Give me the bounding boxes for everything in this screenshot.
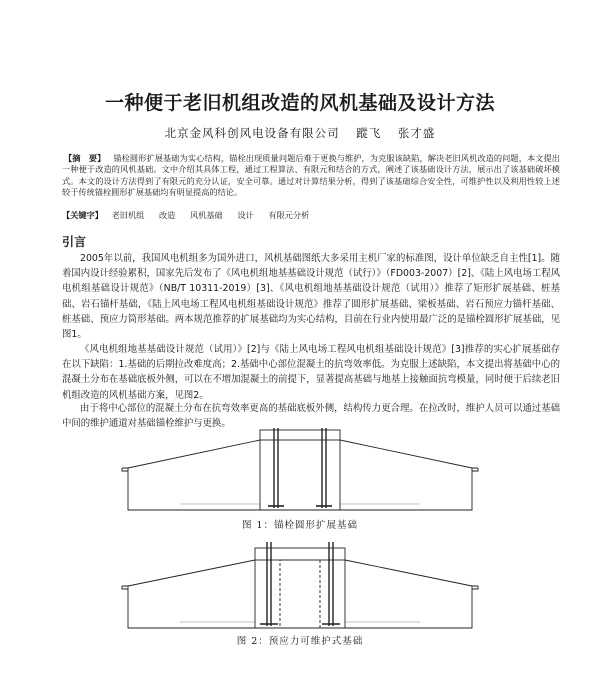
keyword: 风机基础 — [189, 210, 223, 220]
figure-1-drawing — [120, 428, 480, 512]
keywords-label: 【关键字】 — [62, 210, 103, 220]
figure-1-caption: 图 1：锚栓圆形扩展基础 — [241, 520, 359, 531]
abstract — [62, 153, 560, 199]
keyword: 设计 — [237, 210, 254, 220]
abstract-text: 锚栓圆形扩展基础为实心结构，锚栓出现质量问题后难于更换与维护，为克服该缺陷，解决老旧风机改造的问题，本文提出一种便于改造的风机基础。文中介绍其具体工程，通过工程算法、有限元和结合的方式，阐述了该基础设计方法，展示出了该基础破坏模式。本文的设计方法得到了有限元的充分认证，安全可靠。通过对计算结果分析，得到了该基础综合安全性，可维护性以及利用性较上述较于传统锚栓圆形扩展基础均有明显提高的结论。 — [62, 153, 560, 198]
intro-paragraph-1: 2005年以前，我国风电机组多为国外进口，风机基础图纸大多采用主机厂家的标准图，设计单位缺乏自主性[1]。随着国内设计经验累积，国家先后发布了《风电机组地基基础设计规范（试行）》（FD003-2007）[2]、《陆上风电场工程风电机组基础设计规范》（NB/T 10311-2019）[3]、《风电机组地基基础设计规范（试用）》推荐了矩形扩展基础、桩基础、岩石锚杆基础，《陆上风电场工程风电机组基础设计规范》推荐了圆形扩展基础、梁板基础、岩石预应力锚杆基础、桩基础、预应力筒形基础。两本规范推荐的扩展基础均为实心结构，目前在行业内使用最广泛的是锚栓圆形扩展基础，见图1。 — [62, 253, 560, 341]
intro-paragraph-2: 《风电机组地基基础设计规范（试用）》[2]与《陆上风电场工程风电机组基础设计规范》[3]推荐的实心扩展基础存在以下缺陷：1.基础的后期拉改难度高；2.基础中心部位混凝土的抗弯效率低。为克服上述缺陷，本文提出将基础中心的混凝土分布在基础底板外侧，可以在不增加混凝土的前提下，显著提高基础与地基上接触面抗弯模量，同时便于后续老旧机组改造的风机基础方案，见图2。 — [62, 344, 560, 401]
keywords — [62, 210, 560, 221]
keyword: 老旧机组 — [111, 210, 145, 220]
author-name: 蹤飞 — [356, 126, 382, 140]
paper-title: 一种便于老旧机组改造的风机基础及设计方法 — [104, 92, 495, 114]
author-name: 张才盛 — [397, 126, 436, 140]
section-heading: 引言 — [62, 235, 87, 249]
affiliation: 北京金风科创风电设备有限公司 — [164, 126, 340, 140]
keyword: 有限元分析 — [268, 210, 310, 220]
abstract-label: 【摘 要】 — [64, 153, 106, 163]
intro-paragraph-3: 由于将中心部位的混凝土分布在抗弯效率更高的基础底板外侧，结构传力更合理。在拉改时，维护人员可以通过基础中间的维护通道对基础锚栓维护与更换。 — [62, 403, 560, 430]
keyword: 改造 — [158, 210, 176, 220]
author-line — [0, 125, 600, 141]
figure-2-caption: 图 2：预应力可维护式基础 — [236, 636, 364, 647]
figure-2-drawing — [120, 540, 480, 630]
